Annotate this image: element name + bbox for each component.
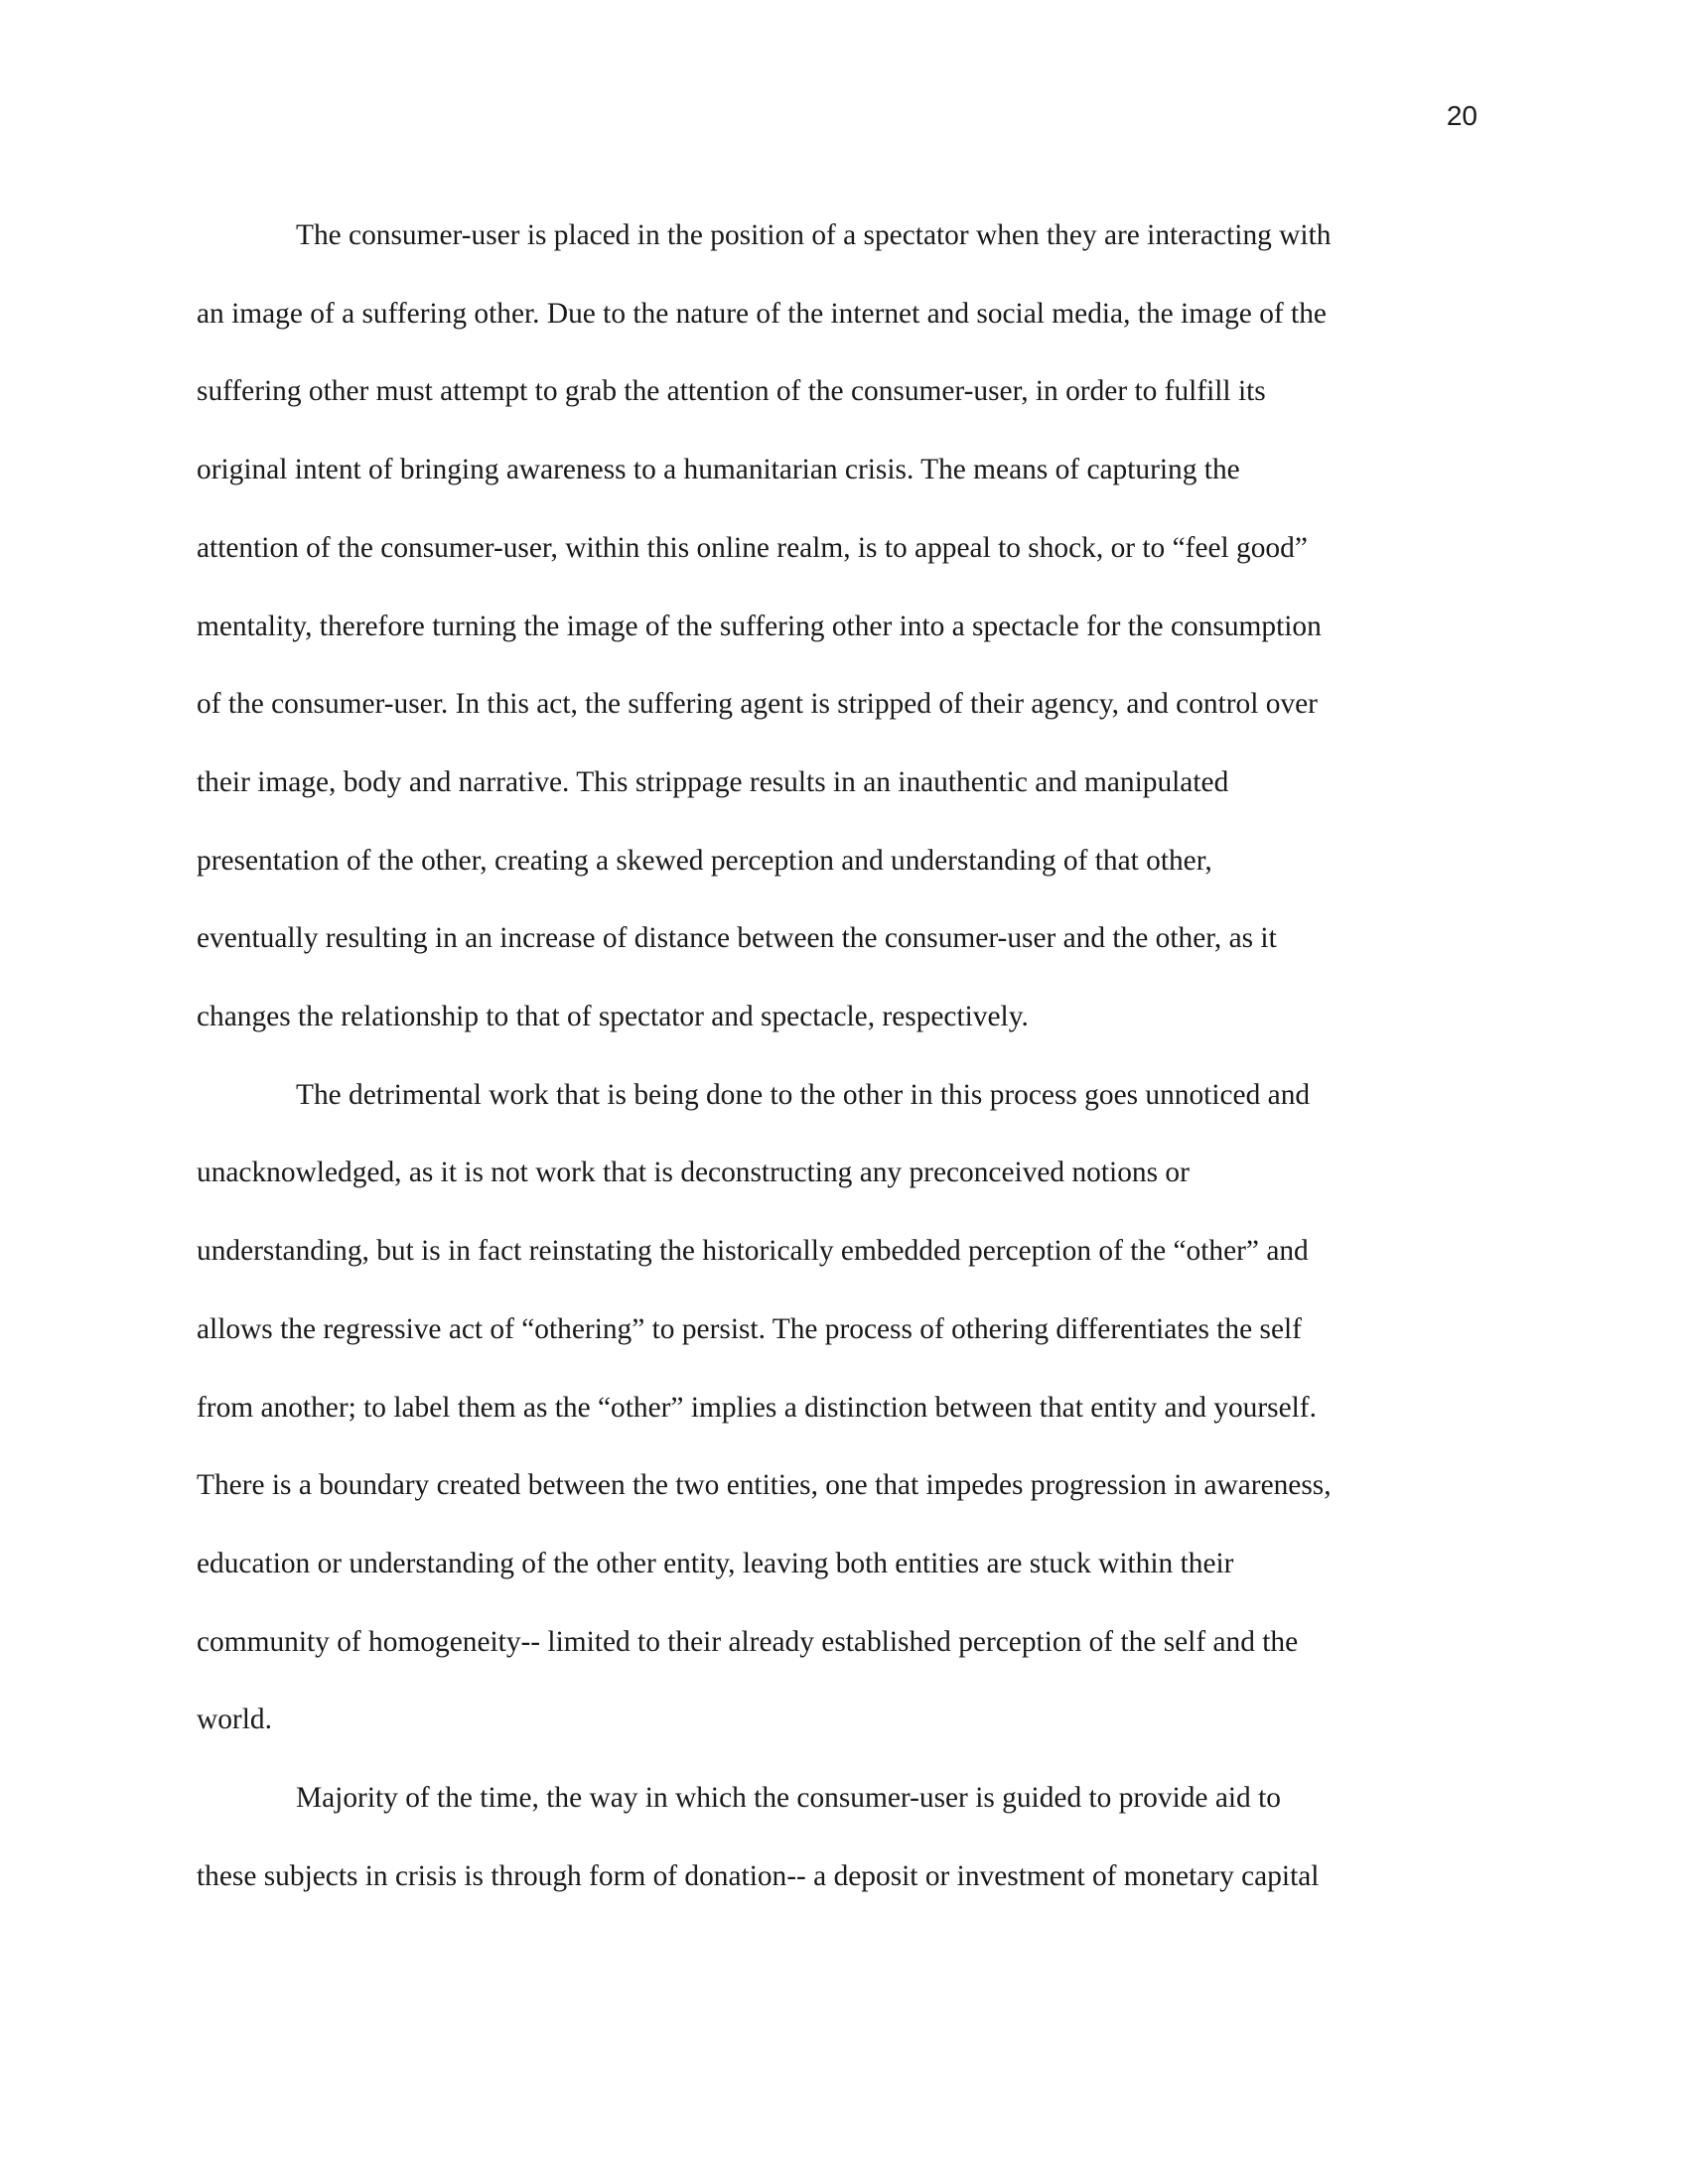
paragraph-2-line-4: allows the regressive act of “othering” to persist. The process of othering differentiates the self	[197, 1312, 1302, 1345]
body-text	[197, 197, 1489, 1915]
paragraph-2-line-8: community of homogeneity-- limited to their already established perception of the self and the	[197, 1625, 1299, 1658]
paragraph-1-line-7: of the consumer-user. In this act, the suffering agent is stripped of their agency, and control over	[197, 688, 1318, 721]
paragraph-1-line-10: eventually resulting in an increase of distance between the consumer-user and the other, as it	[197, 922, 1277, 955]
paragraph-2-line-7: education or understanding of the other entity, leaving both entities are stuck within their	[197, 1547, 1234, 1579]
paragraph-1-line-8: their image, body and narrative. This strippage results in an inauthentic and manipulated	[197, 765, 1229, 798]
paragraph-2-line-2: unacknowledged, as it is not work that is deconstructing any preconceived notions or	[197, 1157, 1190, 1189]
paragraph-1-line-1: The consumer-user is placed in the position of a spectator when they are interacting with	[296, 219, 1332, 251]
paragraph-2-line-1: The detrimental work that is being done to the other in this process goes unnoticed and	[296, 1078, 1311, 1111]
paragraph-2-line-5: from another; to label them as the “other” implies a distinction between that entity and yourself.	[197, 1391, 1317, 1424]
paragraph-1-line-2: an image of a suffering other. Due to the nature of the internet and social media, the image of the	[197, 297, 1327, 330]
paragraph-2-line-9: world.	[197, 1704, 272, 1736]
paragraph-2-line-6: There is a boundary created between the two entities, one that impedes progression in awareness,	[197, 1469, 1332, 1502]
paragraph-1-line-6: mentality, therefore turning the image of the suffering other into a spectacle for the consumption	[197, 610, 1322, 642]
paragraph-1-line-9: presentation of the other, creating a skewed perception and understanding of that other,	[197, 844, 1212, 877]
paragraph-3-line-2: these subjects in crisis is through form of donation-- a deposit or investment of monetary capital	[197, 1859, 1320, 1892]
paragraph-1-line-4: original intent of bringing awareness to a humanitarian crisis. The means of capturing the	[197, 454, 1240, 486]
paragraph-1-line-11: changes the relationship to that of spectator and spectacle, respectively.	[197, 1001, 1029, 1033]
paragraph-1-line-5: attention of the consumer-user, within this online realm, is to appeal to shock, or to “feel good”	[197, 531, 1308, 564]
page-number: 20	[1446, 100, 1477, 131]
paragraph-3-line-1: Majority of the time, the way in which the consumer-user is guided to provide aid to	[296, 1782, 1281, 1815]
paragraph-1-line-3: suffering other must attempt to grab the attention of the consumer-user, in order to fulfill its	[197, 375, 1266, 408]
paragraph-2-line-3: understanding, but is in fact reinstating the historically embedded perception of the “other” and	[197, 1235, 1309, 1268]
